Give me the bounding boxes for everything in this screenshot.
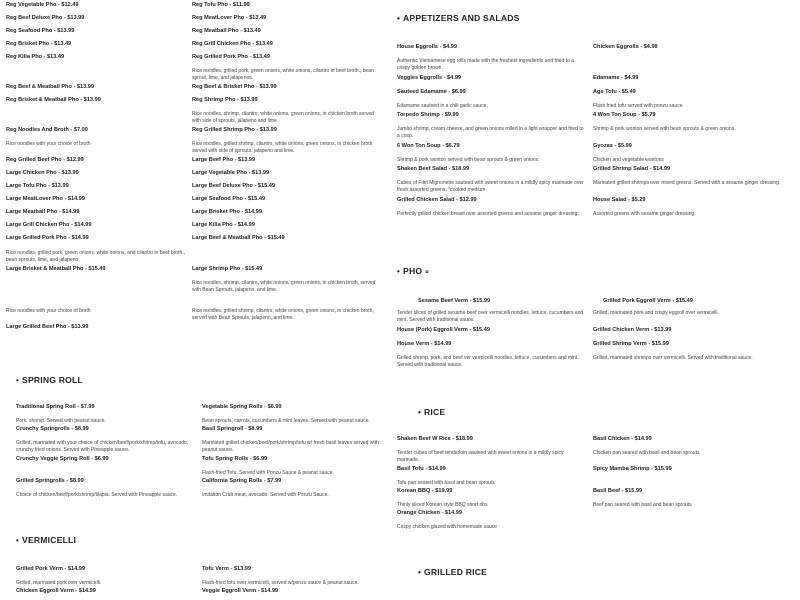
menu-item-description-text: Assorted greens with sesame ginger dressing.: [593, 211, 696, 217]
menu-item: [16, 426, 194, 433]
menu-item-description-text: Perfectly grilled chicken breast over assorted greens and sesame ginger dressing.: [397, 211, 579, 217]
menu-item-description-text: Thinly sliced Korean style BBQ short ribs: [397, 502, 488, 508]
menu-item-description-text: Rice noodles with your choice of broth: [6, 308, 91, 314]
menu-item-description: [202, 492, 380, 499]
menu-item-description-text: Tofu pan seared with basil and bean sprouts: [397, 480, 495, 486]
menu-item-description-text: Flash-fried Tofu. Served with Ponzu Sauce & peanut sauce.: [202, 470, 334, 476]
section-heading-spring-roll: • SPRING ROLL: [16, 375, 83, 385]
menu-item-title: Reg Grilled Beef Pho - $12.99: [6, 157, 84, 163]
menu-item-title: Grilled Springrolls - $8.99: [16, 478, 84, 484]
menu-item-title: Crunchy Veggie Spring Roll - $6.99: [16, 456, 109, 462]
menu-item-description-text: Rice noodles, grilled pork, green onions, white onions, cilantro in beef broth., bean sprout, lime, and jalapenos.: [192, 68, 374, 81]
menu-item-description-text: Rice noodles, grilled shrimp, cilantro, white onions, green onions, in chicken broth served with side of sprouts, jalapeno and lime.: [192, 141, 373, 154]
section-heading-pho: • PHO ¤: [397, 266, 429, 276]
menu-item-title: Reg MeatLover Pho - $13.49: [192, 15, 267, 21]
menu-item: [16, 478, 194, 485]
menu-item-title: Grilled Pork Verm - $14.99: [16, 566, 86, 572]
menu-item-title: Basil Tofu - $14.99: [397, 466, 446, 472]
menu-item-description-text: Grilled, marinated with your choice of chicken/beef/pork/shrimp/tofu, avocado, crunchy fried onions. Served with Pineapple sauce.: [16, 440, 189, 453]
menu-item-title: Chicken Eggrolls - $4.99: [593, 44, 658, 50]
menu-item-title: House Salad - $5.29: [593, 197, 646, 203]
section-heading-vermicelli: • VERMICELLI: [16, 535, 77, 545]
menu-item-title: Veggie Eggroll Verm - $14.99: [202, 588, 279, 594]
menu-item-title: Reg Brisket & Meatball Pho - $13.99: [6, 97, 101, 103]
menu-item-title: Grilled Shrimp Verm - $15.99: [593, 341, 669, 347]
menu-item-description-text: Marinated grilled shrimps over mixed greens. Served with a sesame ginger dressing.: [593, 180, 781, 186]
menu-item-title: Shaken Beef Salad - $18.99: [397, 166, 470, 172]
menu-item-title: Torpedo Shrimp - $9.99: [397, 112, 459, 118]
menu-item-description-text: Crispy chicken glazed with homemade sauce: [397, 524, 498, 530]
menu-item-title: House Eggrolls - $4.99: [397, 44, 457, 50]
menu-item-title: Tofu Verm - $13.99: [202, 566, 252, 572]
menu-item-description-text: Rice noodles, grilled pork, green onions, white onions, and cilantro in beef broth., bean sprouts, lime, and jalapeno: [6, 250, 185, 263]
menu-item-description: [16, 418, 194, 425]
menu-item-title: Basil Springroll - $8.99: [202, 426, 263, 432]
menu-item-description-text: Pork, shrimp. Served with peanut sauce.: [16, 418, 106, 424]
menu-item-title: Large Meatball Pho - $14.99: [6, 209, 80, 215]
menu-item-title: California Spring Rolls - $7.99: [202, 478, 282, 484]
menu-item-title: Spicy Mamba Shrimp - $15.99: [593, 466, 672, 472]
menu-item-title: Tofu Spring Rolls - $6.99: [202, 456, 268, 462]
menu-item-title: Reg Beef & Meatball Pho - $13.99: [6, 84, 94, 90]
menu-item: [16, 566, 194, 573]
menu-item-description-text: Choice of chicken/beef/pork/shrimp/tilapia. Served with Pineapple sauce.: [16, 492, 178, 498]
menu-item-title: House Verm - $14.99: [397, 341, 452, 347]
menu-item-title: Large Chicken Pho - $13.99: [6, 170, 79, 176]
menu-item-description-text: Rice noodles, grilled shrimp, cilantro, white onions, green onions, in chicken broth, served with Bean Sprouts, jalapeno, and lime.: [192, 308, 374, 321]
menu-item-description-text: Edamame sauteed in a chili garlic sauce.: [397, 103, 488, 109]
menu-item: [202, 588, 380, 595]
menu-item-description-text: Rice noodles, shrimp, cilantro, white onions, green onions, in chicken broth served with side of sprouts, jalapeno and lime.: [192, 111, 375, 124]
menu-item-title: Large Vegetable Pho - $13.99: [192, 170, 270, 176]
menu-item-title: Large Seafood Pho - $15.49: [192, 196, 266, 202]
menu-item-title: Reg Seafood Pho - $13.99: [6, 28, 75, 34]
menu-item-title: Grilled Chicken Salad - $12.99: [397, 197, 477, 203]
menu-item-title: Sauteed Edamame - $6.99: [397, 89, 466, 95]
menu-item-description-text: Flash-fried tofu over vermicelli, served w/ponzu sauce & peanut sauce.: [202, 580, 359, 586]
menu-item-description-text: Flash fried tofu served with ponzu sauce.: [593, 103, 684, 109]
menu-item-description-text: Grilled, marinated pork and crispy eggroll over vermicelli.: [593, 310, 719, 316]
menu-item-description-text: Authentic Vietnamese egg rolls made with the freshest ingredients and fried to a crispy golden brown.: [397, 58, 574, 71]
menu-item-title: Edamame - $4.99: [593, 75, 639, 81]
menu-item-title: Vegetable Spring Rolls - $6.99: [202, 404, 282, 410]
menu-item-title: Crunchy Springrolls - $8.99: [16, 426, 89, 432]
menu-item-title: Reg Killa Pho - $13.49: [6, 54, 65, 60]
menu-item-description: [16, 492, 194, 499]
menu-item-title: Reg Shrimp Pho - $13.99: [192, 97, 258, 103]
menu-item-description-text: Grilled, marinated pork over vermicelli.: [16, 580, 102, 586]
menu-item-title: Shaken Beef W Rice - $18.99: [397, 436, 473, 442]
menu-item-title: Reg Beef Deluxe Pho - $13.99: [6, 15, 85, 21]
menu-item-title: Korean BBQ - $19.99: [397, 488, 453, 494]
menu-item-description-text: Tender cubes of beef tenderloin sauteed with sweet onions in a mildly spicy marinade.: [397, 450, 564, 463]
menu-item-description-text: Rice noodles with your choice of broth: [6, 141, 91, 147]
menu-item-title: Grilled Shrimp Salad - $14.99: [593, 166, 671, 172]
menu-item-title: Reg Meatball Pho - $13.49: [192, 28, 261, 34]
menu-item-title: Chicken Eggroll Verm - $14.99: [16, 588, 96, 594]
menu-item-title: Large Shrimp Pho - $15.49: [192, 266, 263, 272]
menu-item-title: Reg Grill Chicken Pho - $13.49: [192, 41, 273, 47]
menu-item-title: Large Grilled Beef Pho - $13.99: [6, 324, 89, 330]
menu-item-title: Reg Noodles And Broth - $7.00: [6, 127, 88, 133]
menu-item-description-text: Cubes of Filet Mignonette sauteed with sweet onions in a mildly spicy marinade over fresh assorted greens. *cooked medium: [397, 180, 584, 193]
section-heading-rice: • RICE: [418, 407, 446, 417]
menu-item-description-text: Imitation Crab meat, avocado. Served with Ponzu Sauce.: [202, 492, 329, 498]
menu-item-description-text: Tender slices of grilled sesame beef over vermicelli noodles, lettuce, cucumbers and mint. Served with traditional sauce.: [397, 310, 584, 323]
menu-item-title: Large Brisket & Meatball Pho - $15.49: [6, 266, 106, 272]
menu-item-description: [202, 580, 380, 587]
menu-item-title: Orange Chicken - $14.99: [397, 510, 462, 516]
section-heading-grilled-rice: • GRILLED RICE: [418, 567, 488, 577]
menu-item-description: [16, 440, 194, 453]
menu-item: [16, 456, 194, 463]
menu-item-title: Basil Chicken - $14.99: [593, 436, 652, 442]
menu-item-title: Large Killa Pho - $14.99: [192, 222, 255, 228]
menu-item-title: Basil Beef - $15.99: [593, 488, 643, 494]
menu-item-title: 6 Won Ton Soup - $6.79: [397, 143, 460, 149]
menu-item-title: Large Beef Deluxe Pho - $15.49: [192, 183, 276, 189]
menu-item: [202, 566, 380, 573]
menu-item-description-text: Grilled shrimp, pork, and beef ver vermicelli noodles, lettuce, cucumbers and mint. Served with traditional sauce.: [397, 355, 579, 368]
menu-item-title: Traditional Spring Roll - $7.99: [16, 404, 95, 410]
menu-item-title: Large Brisket Pho - $14.99: [192, 209, 262, 215]
menu-item: [16, 588, 194, 595]
menu-item-title: House (Pork) Eggroll Verm - $15.49: [397, 327, 490, 333]
menu-item-description: [202, 440, 380, 453]
menu-item-title: Gyozas - $5.99: [593, 143, 632, 149]
menu-item-title: Age Tofu - $5.49: [593, 89, 636, 95]
menu-item-description-text: Shrimp & pork wonton served with bean sprouts & green onions.: [397, 157, 540, 163]
menu-item-title: Large Beef Pho - $13.99: [192, 157, 256, 163]
menu-item-title: 4 Won Ton Soup - $5.79: [593, 112, 656, 118]
section-heading-appetizers: • APPETIZERS AND SALADS: [397, 13, 520, 23]
menu-item-description: [202, 418, 380, 425]
menu-item-description-text: Marinated grilled chicken/beef/pork/shrimp/tofu w/ fresh basil leaves served with peanut sauce.: [202, 440, 379, 453]
menu-item: [603, 298, 781, 305]
menu-item-description-text: Grilled, marinated shrimps over vermicelli. Served with traditional sauce.: [593, 355, 753, 361]
menu-item-description: [202, 470, 380, 477]
menu-item-description: [16, 580, 194, 587]
menu-item-title: Large Grilled Pork Pho - $14.99: [6, 235, 89, 241]
menu-item-title: Reg Vegetable Pho - $12.49: [6, 2, 79, 8]
menu-item-title: Large Tofu Pho - $13.99: [6, 183, 69, 189]
menu-item-description-text: Shrimp & pork wonton served with bean sprouts & green onions.: [593, 126, 736, 132]
menu-item-title: Reg Grilled Pork Pho - $13.49: [192, 54, 271, 60]
menu-item-description-text: Rice noodles, shrimp, cilantro, white onions, green onions, in chicken broth, served with Bean Sprouts, jalapeno, and lime.: [192, 280, 376, 293]
menu-item-title: Large Beef & Meatball Pho - $15.49: [192, 235, 285, 241]
menu-item: [202, 404, 380, 411]
menu-item-description-text: Chicken pan seared with basil and bean sprouts: [593, 450, 700, 456]
menu-item-description-text: Jumbo shrimp, cream cheese, and green onions rolled in a light wrapper and fried to a crisp.: [397, 126, 584, 139]
menu-item-description-text: Chicken and vegetable wontons: [593, 157, 664, 163]
menu-item-title: Grilled Chicken Verm - $13.99: [593, 327, 672, 333]
menu-item-description-text: Beef pan seared with basil and bean sprouts: [593, 502, 692, 508]
menu-item: [202, 456, 380, 463]
menu-item: [418, 298, 596, 305]
menu-item-title: Reg Beef & Brisket Pho - $13.99: [192, 84, 277, 90]
menu-item-title: Reg Tofu Pho - $11.99: [192, 2, 250, 8]
menu-item: [202, 426, 380, 433]
menu-item-title: Large MeatLover Pho - $14.99: [6, 196, 85, 202]
menu-item-title: Sesame Beef Verm - $15.99: [418, 298, 491, 304]
menu-item-description-text: Bean sprouts, carrots, cucumbers & mint leaves. Served with peanut sauce.: [202, 418, 370, 424]
menu-item-title: Veggies Eggrolls - $4.99: [397, 75, 462, 81]
menu-item-title: Reg Grilled Shrimp Pho - $13.99: [192, 127, 277, 133]
menu-item-title: Grilled Pork Eggroll Verm - $15.49: [603, 298, 693, 304]
menu-item: [202, 478, 380, 485]
menu-item-title: Reg Brisket Pho - $13.49: [6, 41, 72, 47]
menu-item-title: Large Grill Chicken Pho - $14.99: [6, 222, 92, 228]
menu-item: [16, 404, 194, 411]
